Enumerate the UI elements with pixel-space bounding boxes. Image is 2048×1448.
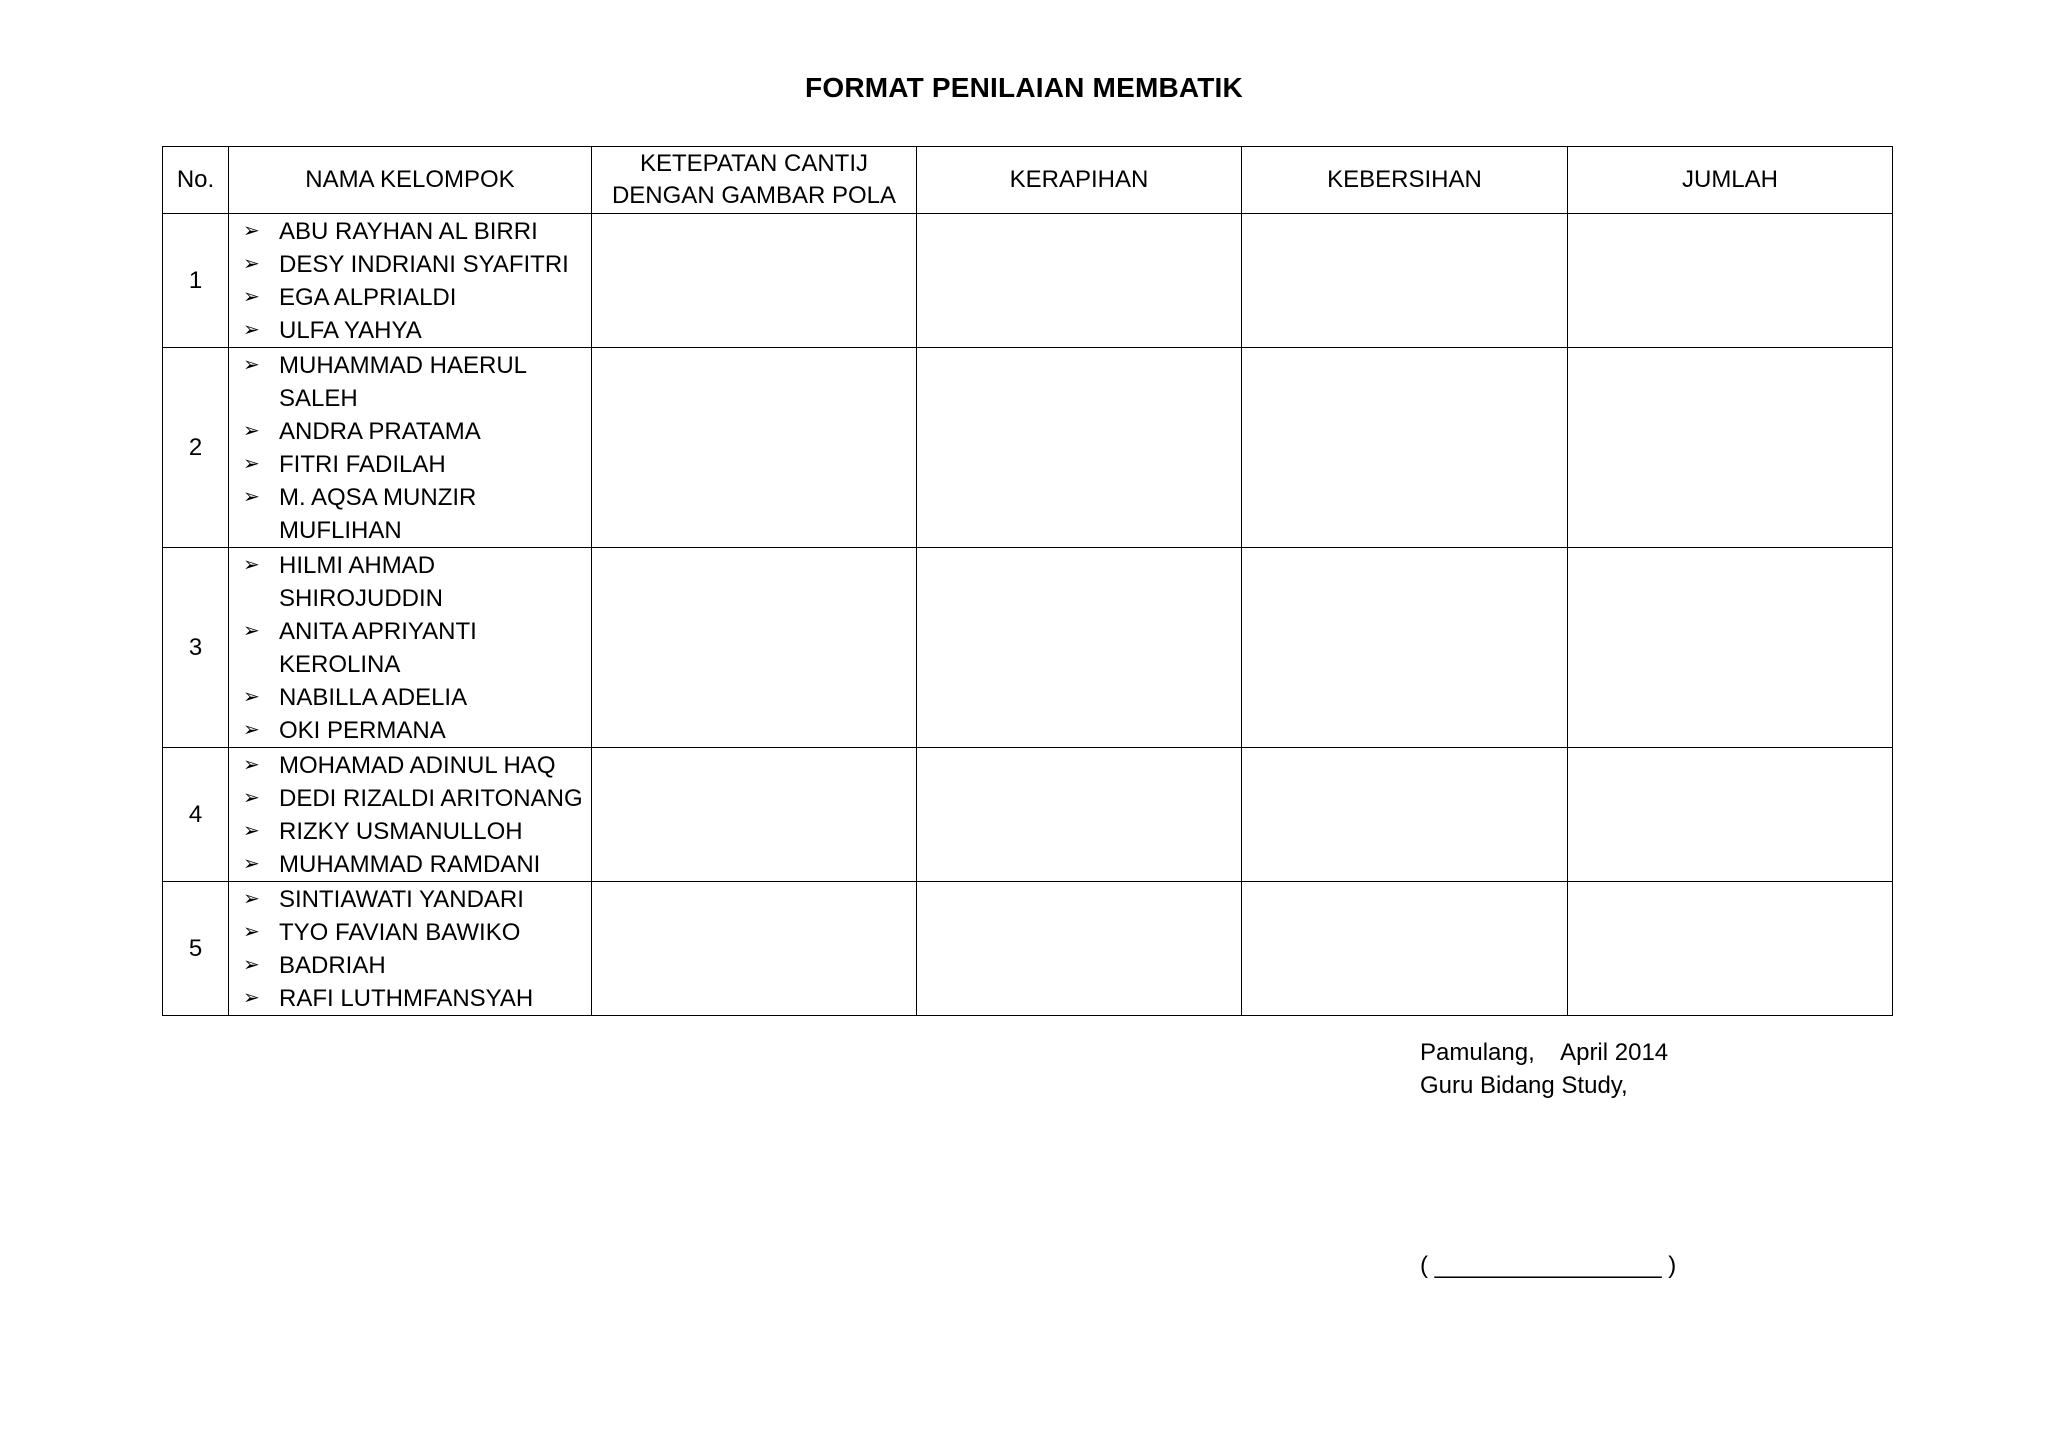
list-item	[229, 448, 591, 481]
table-body	[163, 214, 1893, 1016]
signature-name-line: ( _________________ )	[1420, 1252, 1677, 1279]
member-name: NABILLA ADELIA	[279, 684, 468, 711]
group-members-cell	[229, 882, 592, 1016]
table-row	[163, 214, 1893, 348]
arrow-bullet-icon: ➢	[243, 319, 260, 341]
arrow-bullet-icon: ➢	[243, 888, 260, 910]
score-total-cell[interactable]	[1568, 748, 1893, 882]
signature-block	[1420, 1036, 1668, 1102]
score-cleanliness-cell[interactable]	[1242, 882, 1568, 1016]
list-item	[229, 848, 591, 881]
document-title: FORMAT PENILAIAN MEMBATIK	[805, 72, 1243, 103]
score-cleanliness-cell[interactable]	[1242, 548, 1568, 748]
member-list	[229, 348, 591, 547]
list-item	[229, 949, 591, 982]
score-neatness-cell[interactable]	[917, 348, 1242, 548]
table-row	[163, 748, 1893, 882]
arrow-bullet-icon: ➢	[243, 453, 260, 475]
arrow-bullet-icon: ➢	[243, 954, 260, 976]
list-item	[229, 714, 591, 747]
arrow-bullet-icon: ➢	[243, 787, 260, 809]
group-number: 2	[163, 348, 229, 548]
score-accuracy-cell[interactable]	[592, 548, 917, 748]
member-name: RAFI LUTHMFANSYAH	[279, 985, 534, 1012]
list-item	[229, 248, 591, 281]
arrow-bullet-icon: ➢	[243, 754, 260, 776]
member-name: SINTIAWATI YANDARI	[279, 886, 524, 913]
header-total: JUMLAH	[1568, 147, 1893, 214]
list-item	[229, 281, 591, 314]
list-item	[229, 549, 591, 615]
group-number: 3	[163, 548, 229, 748]
member-list	[229, 882, 591, 1015]
score-cleanliness-cell[interactable]	[1242, 748, 1568, 882]
arrow-bullet-icon: ➢	[243, 686, 260, 708]
list-item	[229, 916, 591, 949]
arrow-bullet-icon: ➢	[243, 354, 260, 376]
arrow-bullet-icon: ➢	[243, 820, 260, 842]
group-number: 5	[163, 882, 229, 1016]
member-name: FITRI FADILAH	[279, 451, 446, 478]
member-name: HILMI AHMAD SHIROJUDDIN	[279, 552, 444, 612]
member-name: EGA ALPRIALDI	[279, 284, 457, 311]
score-total-cell[interactable]	[1568, 214, 1893, 348]
arrow-bullet-icon: ➢	[243, 286, 260, 308]
score-total-cell[interactable]	[1568, 348, 1893, 548]
score-accuracy-cell[interactable]	[592, 348, 917, 548]
table-row	[163, 348, 1893, 548]
list-item	[229, 415, 591, 448]
score-neatness-cell[interactable]	[917, 548, 1242, 748]
score-accuracy-cell[interactable]	[592, 882, 917, 1016]
header-neatness: KERAPIHAN	[917, 147, 1242, 214]
arrow-bullet-icon: ➢	[243, 486, 260, 508]
member-name: ABU RAYHAN AL BIRRI	[279, 218, 538, 245]
score-cleanliness-cell[interactable]	[1242, 348, 1568, 548]
arrow-bullet-icon: ➢	[243, 987, 260, 1009]
group-members-cell	[229, 214, 592, 348]
score-cleanliness-cell[interactable]	[1242, 214, 1568, 348]
score-accuracy-cell[interactable]	[592, 214, 917, 348]
list-item	[229, 681, 591, 714]
member-name: ANITA APRIYANTI KEROLINA	[279, 618, 477, 678]
list-item	[229, 749, 591, 782]
group-number: 1	[163, 214, 229, 348]
member-name: DEDI RIZALDI ARITONANG	[279, 785, 583, 812]
list-item	[229, 481, 591, 547]
group-members-cell	[229, 348, 592, 548]
member-name: ANDRA PRATAMA	[279, 418, 481, 445]
list-item	[229, 215, 591, 248]
member-list	[229, 748, 591, 881]
header-cleanliness: KEBERSIHAN	[1242, 147, 1568, 214]
list-item	[229, 883, 591, 916]
arrow-bullet-icon: ➢	[243, 719, 260, 741]
member-name: RIZKY USMANULLOH	[279, 818, 523, 845]
list-item	[229, 982, 591, 1015]
arrow-bullet-icon: ➢	[243, 220, 260, 242]
header-accuracy-line2: DENGAN GAMBAR POLA	[611, 182, 897, 209]
member-name: MUHAMMAD RAMDANI	[279, 851, 541, 878]
member-name: OKI PERMANA	[279, 717, 446, 744]
list-item	[229, 815, 591, 848]
member-name: M. AQSA MUNZIR MUFLIHAN	[279, 484, 477, 544]
list-item	[229, 782, 591, 815]
member-name: BADRIAH	[279, 952, 386, 979]
member-name: DESY INDRIANI SYAFITRI	[279, 251, 569, 278]
group-number: 4	[163, 748, 229, 882]
arrow-bullet-icon: ➢	[243, 420, 260, 442]
score-neatness-cell[interactable]	[917, 748, 1242, 882]
member-name: MOHAMAD ADINUL HAQ	[279, 752, 556, 779]
arrow-bullet-icon: ➢	[243, 554, 260, 576]
score-total-cell[interactable]	[1568, 882, 1893, 1016]
member-name: MUHAMMAD HAERUL SALEH	[279, 352, 527, 412]
member-name: TYO FAVIAN BAWIKO	[279, 919, 521, 946]
arrow-bullet-icon: ➢	[243, 921, 260, 943]
list-item	[229, 615, 591, 681]
score-neatness-cell[interactable]	[917, 882, 1242, 1016]
list-item	[229, 314, 591, 347]
header-accuracy	[592, 147, 917, 214]
arrow-bullet-icon: ➢	[243, 253, 260, 275]
assessment-table	[162, 146, 1893, 1016]
list-item	[229, 349, 591, 415]
table-row	[163, 882, 1893, 1016]
member-list	[229, 214, 591, 347]
score-neatness-cell[interactable]	[917, 214, 1242, 348]
score-total-cell[interactable]	[1568, 548, 1893, 748]
table-header-row	[163, 147, 1893, 214]
group-members-cell	[229, 748, 592, 882]
header-group-name: NAMA KELOMPOK	[229, 147, 592, 214]
table-row	[163, 548, 1893, 748]
place-date: Pamulang, April 2014	[1420, 1039, 1669, 1066]
arrow-bullet-icon: ➢	[243, 620, 260, 642]
signer-role: Guru Bidang Study,	[1420, 1072, 1628, 1099]
member-list	[229, 548, 591, 747]
header-accuracy-line1: KETEPATAN CANTIJ	[639, 150, 869, 177]
header-no: No.	[163, 147, 229, 214]
member-name: ULFA YAHYA	[279, 317, 422, 344]
score-accuracy-cell[interactable]	[592, 748, 917, 882]
group-members-cell	[229, 548, 592, 748]
arrow-bullet-icon: ➢	[243, 853, 260, 875]
